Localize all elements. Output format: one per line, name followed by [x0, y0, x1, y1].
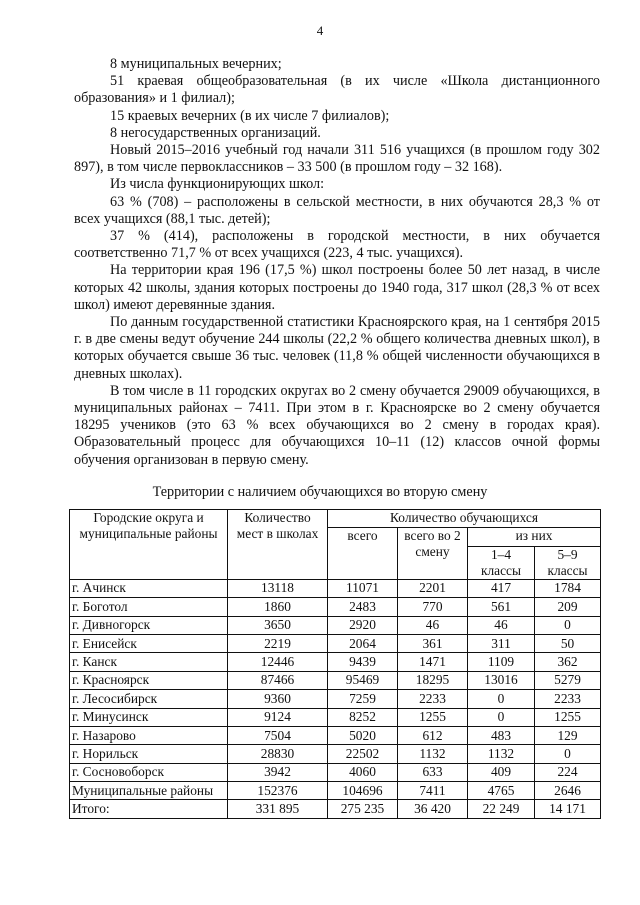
table-cell-value: 22 249: [468, 800, 535, 818]
table-cell-value: 87466: [228, 671, 328, 689]
paragraph: Новый 2015–2016 учебный год начали 311 516 учащихся (в прошлом году 302 897), в том числе первоклассников – 33 500 (в прошлом году – 32 168).: [74, 142, 600, 176]
table-cell-value: 1132: [398, 745, 468, 763]
table-cell-value: 2483: [328, 598, 398, 616]
table-cell-value: 612: [398, 726, 468, 744]
table-cell-territory: г. Енисейск: [70, 634, 228, 652]
table-row: [70, 690, 601, 708]
paragraph: 8 муниципальных вечерних;: [110, 56, 282, 72]
table-cell-value: 28830: [228, 745, 328, 763]
table-cell-value: 36 420: [398, 800, 468, 818]
table-cell-value: 2201: [398, 579, 468, 597]
table-cell-value: 4765: [468, 782, 535, 800]
paragraph: 63 % (708) – расположены в сельской местности, в них обучаются 28,3 % от всех учащихся (88,1 тыс. детей);: [74, 193, 600, 227]
table-cell-value: 2920: [328, 616, 398, 634]
table-cell-value: 1255: [398, 708, 468, 726]
table-cell-value: 0: [468, 690, 535, 708]
table-cell-value: 2233: [398, 690, 468, 708]
table-cell-value: 361: [398, 634, 468, 652]
header-territory: Городские округа и муниципальные районы: [70, 510, 228, 580]
table-cell-value: 14 171: [535, 800, 601, 818]
table-cell-value: 1109: [468, 653, 535, 671]
table-cell-territory: г. Назарово: [70, 726, 228, 744]
table-cell-value: 209: [535, 598, 601, 616]
page-number: 4: [316, 23, 324, 38]
table-cell-value: 409: [468, 763, 535, 781]
table-cell-territory: г. Красноярск: [70, 671, 228, 689]
paragraph: Из числа функционирующих школ:: [110, 176, 325, 193]
paragraph: 8 негосударственных организаций.: [110, 124, 321, 141]
paragraph: 15 краевых вечерних (в их числе 7 филиалов);: [110, 107, 390, 124]
table-row: [70, 634, 601, 652]
table-cell-value: 3942: [228, 763, 328, 781]
table-cell-value: 483: [468, 726, 535, 744]
table-cell-value: 0: [468, 708, 535, 726]
table-cell-value: 13118: [228, 579, 328, 597]
table-cell-value: 7411: [398, 782, 468, 800]
table-cell-value: 0: [535, 745, 601, 763]
table-row: [70, 763, 601, 781]
table-cell-value: 1255: [535, 708, 601, 726]
table-cell-value: 0: [535, 616, 601, 634]
table-cell-value: 4060: [328, 763, 398, 781]
table-cell-value: 2233: [535, 690, 601, 708]
table-cell-value: 95469: [328, 671, 398, 689]
body-text: [74, 56, 600, 469]
table-cell-territory: Муниципальные районы: [70, 782, 228, 800]
table-cell-value: 331 895: [228, 800, 328, 818]
table-cell-value: 417: [468, 579, 535, 597]
table-row: [70, 653, 601, 671]
table-row: [70, 708, 601, 726]
table-cell-value: 275 235: [328, 800, 398, 818]
table-cell-value: 1471: [398, 653, 468, 671]
table-row: [70, 745, 601, 763]
table-row: [70, 671, 601, 689]
table-cell-value: 7259: [328, 690, 398, 708]
table-cell-value: 1784: [535, 579, 601, 597]
table-cell-value: 12446: [228, 653, 328, 671]
table-cell-value: 46: [468, 616, 535, 634]
table-cell-value: 129: [535, 726, 601, 744]
table-cell-value: 5020: [328, 726, 398, 744]
table-cell-value: 152376: [228, 782, 328, 800]
header-grades-1-4: 1–4 классы: [468, 546, 535, 579]
table-cell-value: 311: [468, 634, 535, 652]
header-grades-5-9: 5–9 классы: [535, 546, 601, 579]
table-cell-value: 3650: [228, 616, 328, 634]
header-students: Количество обучающихся: [328, 510, 601, 528]
table-row: [70, 598, 601, 616]
table-cell-territory: г. Сосновоборск: [70, 763, 228, 781]
table-cell-value: 770: [398, 598, 468, 616]
header-of-them: из них: [468, 528, 601, 546]
table-row: [70, 579, 601, 597]
table-cell-value: 8252: [328, 708, 398, 726]
table-cell-territory: г. Лесосибирск: [70, 690, 228, 708]
paragraph: 37 % (414), расположены в городской местности, в них обучается соответственно 71,7 % от всех учащихся (223, 4 тыс. учащихся).: [74, 228, 600, 262]
header-second-shift: всего во 2 смену: [398, 528, 468, 579]
paragraph: 51 краевая общеобразовательная (в их числе «Школа дистанционного образования» и 1 филиал);: [74, 73, 600, 107]
table-cell-value: 2646: [535, 782, 601, 800]
table-cell-value: 104696: [328, 782, 398, 800]
table-cell-value: 1132: [468, 745, 535, 763]
table-cell-value: 561: [468, 598, 535, 616]
table-cell-territory: г. Дивногорск: [70, 616, 228, 634]
table-row: [70, 616, 601, 634]
paragraph: По данным государственной статистики Красноярского края, на 1 сентября 2015 г. в две смены ведут обучение 244 школы (22,2 % общего количества дневных школ), в которых обучается свыше 36 тыс. человек (11,8 % общей численности обучающихся в дневных школах).: [74, 314, 600, 382]
table-cell-value: 5279: [535, 671, 601, 689]
header-places: Количество мест в школах: [228, 510, 328, 580]
table-body: [70, 579, 601, 818]
table-cell-value: 1860: [228, 598, 328, 616]
table-cell-value: 2064: [328, 634, 398, 652]
table-cell-territory: г. Боготол: [70, 598, 228, 616]
table-cell-territory: г. Минусинск: [70, 708, 228, 726]
second-shift-table: [69, 509, 601, 819]
table-cell-value: 9124: [228, 708, 328, 726]
table-cell-value: 2219: [228, 634, 328, 652]
table-cell-value: 18295: [398, 671, 468, 689]
table-row: [70, 782, 601, 800]
header-total: всего: [328, 528, 398, 579]
table-cell-value: 22502: [328, 745, 398, 763]
table-cell-territory: г. Ачинск: [70, 579, 228, 597]
table-cell-value: 362: [535, 653, 601, 671]
table-cell-value: 9439: [328, 653, 398, 671]
table-cell-value: 7504: [228, 726, 328, 744]
paragraph: На территории края 196 (17,5 %) школ построены более 50 лет назад, в числе которых 42 школы, здания которых построены до 1940 года, 317 школ (28,3 % от всех школ) имеют деревянные здания.: [74, 262, 600, 313]
table-cell-value: 46: [398, 616, 468, 634]
table-cell-territory: Итого:: [70, 800, 228, 818]
table-cell-value: 11071: [328, 579, 398, 597]
table-cell-value: 224: [535, 763, 601, 781]
table-cell-territory: г. Норильск: [70, 745, 228, 763]
table-cell-value: 50: [535, 634, 601, 652]
table-cell-value: 13016: [468, 671, 535, 689]
table-cell-value: 633: [398, 763, 468, 781]
table-row: [70, 726, 601, 744]
table-cell-territory: г. Канск: [70, 653, 228, 671]
table-caption: Территории с наличием обучающихся во вторую смену: [152, 484, 488, 500]
table-row: [70, 800, 601, 818]
table-cell-value: 9360: [228, 690, 328, 708]
paragraph: В том числе в 11 городских округах во 2 смену обучается 29009 обучающихся, в муниципальных районах – 7411. При этом в г. Красноярске во 2 смену обучается 18295 учеников (это 63 % всех обучающихся во 2 смену в городах края). Образовательный процесс для обучающихся 10–11 (12) классов очной формы обучения организован в первую смену.: [74, 382, 600, 468]
